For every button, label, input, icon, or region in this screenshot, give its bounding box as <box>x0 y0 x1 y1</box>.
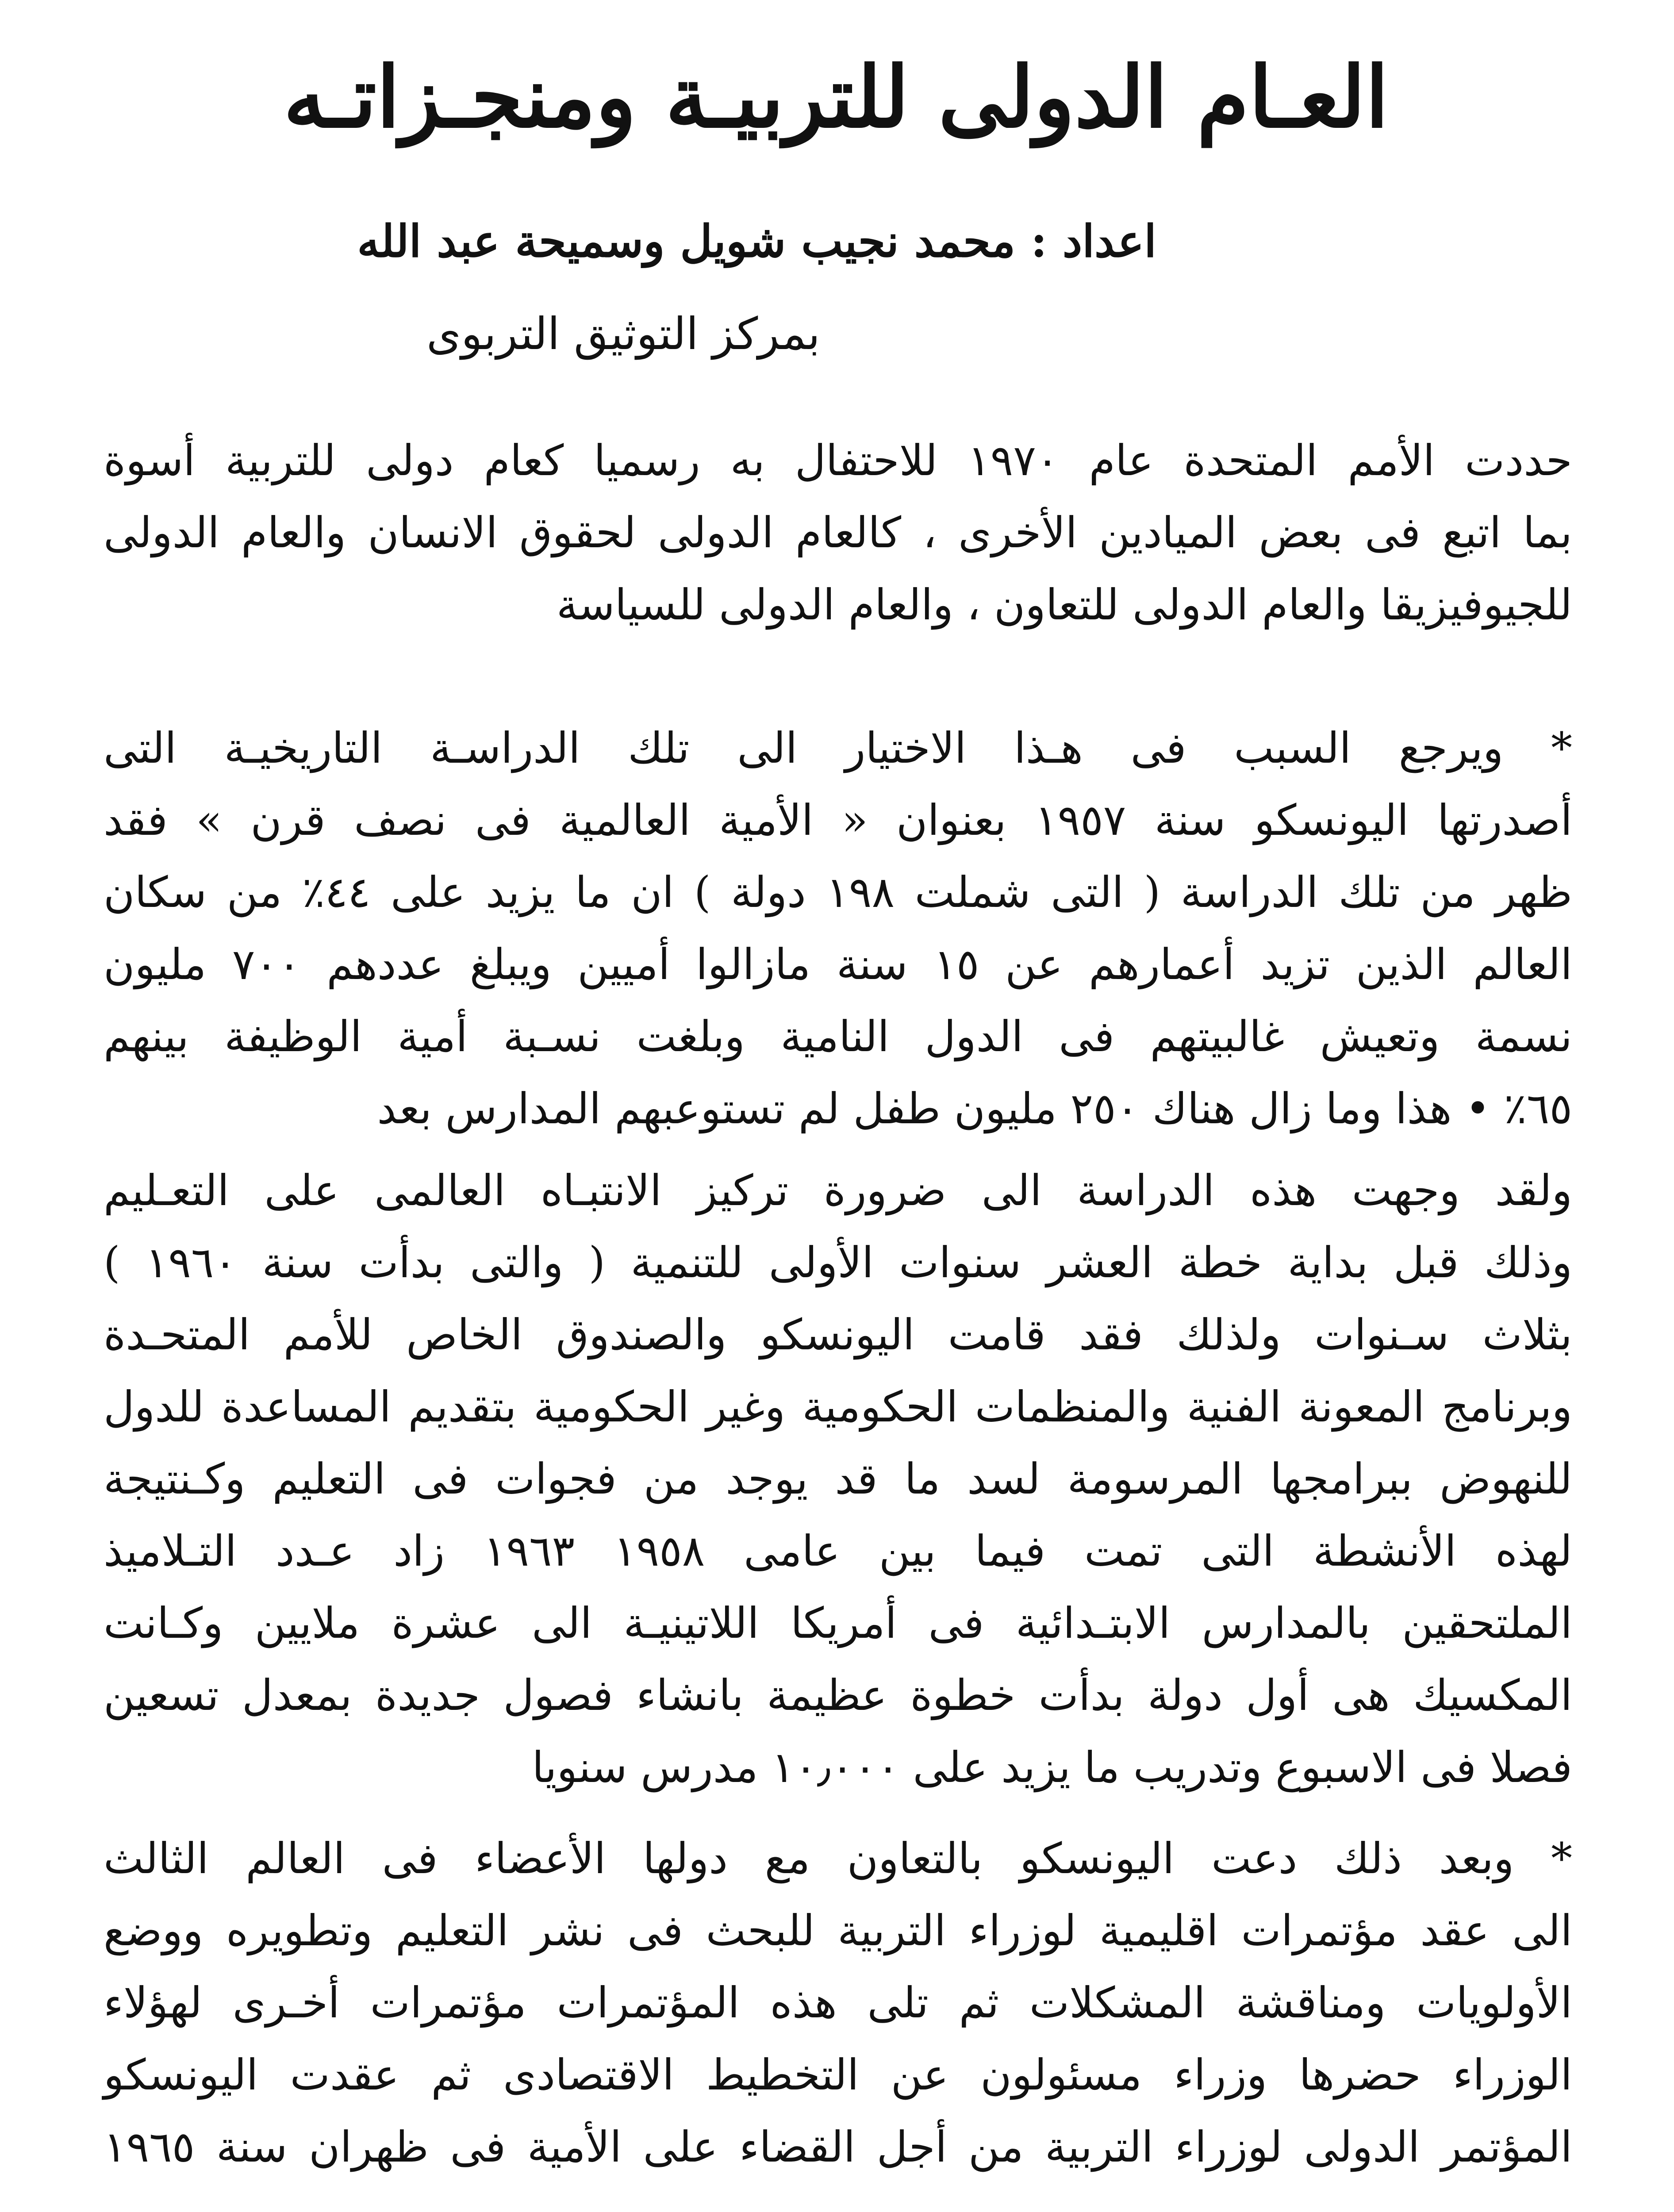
paragraph-line: نسمة وتعيش غالبيتهم فى الدول النامية وبلغت نسـبة أمية الوظيفة بينهم <box>104 1012 1573 1061</box>
paragraph-2 <box>104 712 1572 1145</box>
author-line: اعداد : محمد نجيب شويل وسميحة عبد الله <box>357 215 1156 267</box>
paragraph-line: * ويرجع السبب فى هـذا الاختيار الى تلك الدراسـة التاريخيـة التى <box>104 723 1572 773</box>
paragraph-line: للجيوفيزيقا والعام الدولى للتعاون ، والعام الدولى للسياسة <box>556 580 1572 630</box>
paragraph-line: * وبعد ذلك دعت اليونسكو بالتعاون مع دولها الأعضاء فى العالم الثالث <box>104 1834 1572 1883</box>
paragraph-line: المكسيك هى أول دولة بدأت خطوة عظيمة بانشاء فصول جديدة بمعدل تسعين <box>104 1671 1573 1720</box>
paragraph-line: وذلك قبل بداية خطة العشر سنوات الأولى للتنمية ( والتى بدأت سنة ١٩٦٠ ) <box>104 1238 1573 1287</box>
paragraph-line: ولقد وجهت هذه الدراسة الى ضرورة تركيز الانتبـاه العالمى على التعـليم <box>104 1166 1572 1215</box>
paragraph-line: ظهر من تلك الدراسة ( التى شملت ١٩٨ دولة ) ان ما يزيد على ٤٤٪ من سكان <box>104 868 1573 917</box>
paragraph-3 <box>104 1155 1572 1804</box>
paragraph-line: وبرنامج المعونة الفنية والمنظمات الحكومية وغير الحكومية بتقديم المساعدة للدول <box>104 1382 1572 1432</box>
paragraph-line: لهذه الأنشطة التى تمت فيما بين عامى ١٩٥٨ ١٩٦٣ زاد عـدد التـلاميذ <box>104 1526 1573 1576</box>
paragraph-line: بثلاث سـنوات ولذلك فقد قامت اليونسكو والصندوق الخاص للأمم المتحـدة <box>104 1310 1572 1359</box>
document-title: العـام الدولى للتربيـة ومنجـزاتـه <box>283 48 1389 146</box>
paragraph-line: الأولويات ومناقشة المشكلات ثم تلى هذه المؤتمرات مؤتمرات أخـرى لهؤلاء <box>104 1978 1572 2028</box>
paragraph-line: الوزراء حضرها وزراء مسئولون عن التخطيط الاقتصادى ثم عقدت اليونسكو <box>104 2050 1573 2100</box>
paragraph-line: ٦٥٪ • هذا وما زال هناك ٢٥٠ مليون طفل لم تستوعبهم المدارس بعد <box>377 1084 1572 1133</box>
paragraph-line: الملتحقين بالمدارس الابتـدائية فى أمريكا اللاتينيـة الى عشرة ملايين وكـانت <box>104 1598 1573 1648</box>
paragraph-line: حددت الأمم المتحدة عام ١٩٧٠ للاحتفال به رسميا كعام دولى للتربية أسوة <box>104 436 1572 485</box>
paragraph-line: أصدرتها اليونسكو سنة ١٩٥٧ بعنوان « الأمية العالمية فى نصف قرن » فقد <box>104 795 1572 845</box>
paragraph-4 <box>104 1823 1572 2183</box>
paragraph-line: الى عقد مؤتمرات اقليمية لوزراء التربية للبحث فى نشر التعليم وتطويره ووضع <box>104 1906 1572 1955</box>
affiliation-line: بمركز التوثيق التربوى <box>426 308 820 360</box>
paragraph-line: بما اتبع فى بعض الميادين الأخرى ، كالعام الدولى لحقوق الانسان والعام الدولى <box>104 508 1573 557</box>
paragraph-1 <box>104 425 1572 641</box>
paragraph-line: العالم الذين تزيد أعمارهم عن ١٥ سنة مازالوا أميين ويبلغ عددهم ٧٠٠ مليون <box>104 940 1573 989</box>
paragraph-line: للنهوض ببرامجها المرسومة لسد ما قد يوجد من فجوات فى التعليم وكـنتيجة <box>104 1454 1572 1504</box>
paragraph-line: المؤتمر الدولى لوزراء التربية من أجل القضاء على الأمية فى ظهران سنة ١٩٦٥ <box>104 2122 1572 2172</box>
paragraph-line: فصلا فى الاسبوع وتدريب ما يزيد على ١٠٫٠٠٠ مدرس سنويا <box>532 1743 1572 1792</box>
